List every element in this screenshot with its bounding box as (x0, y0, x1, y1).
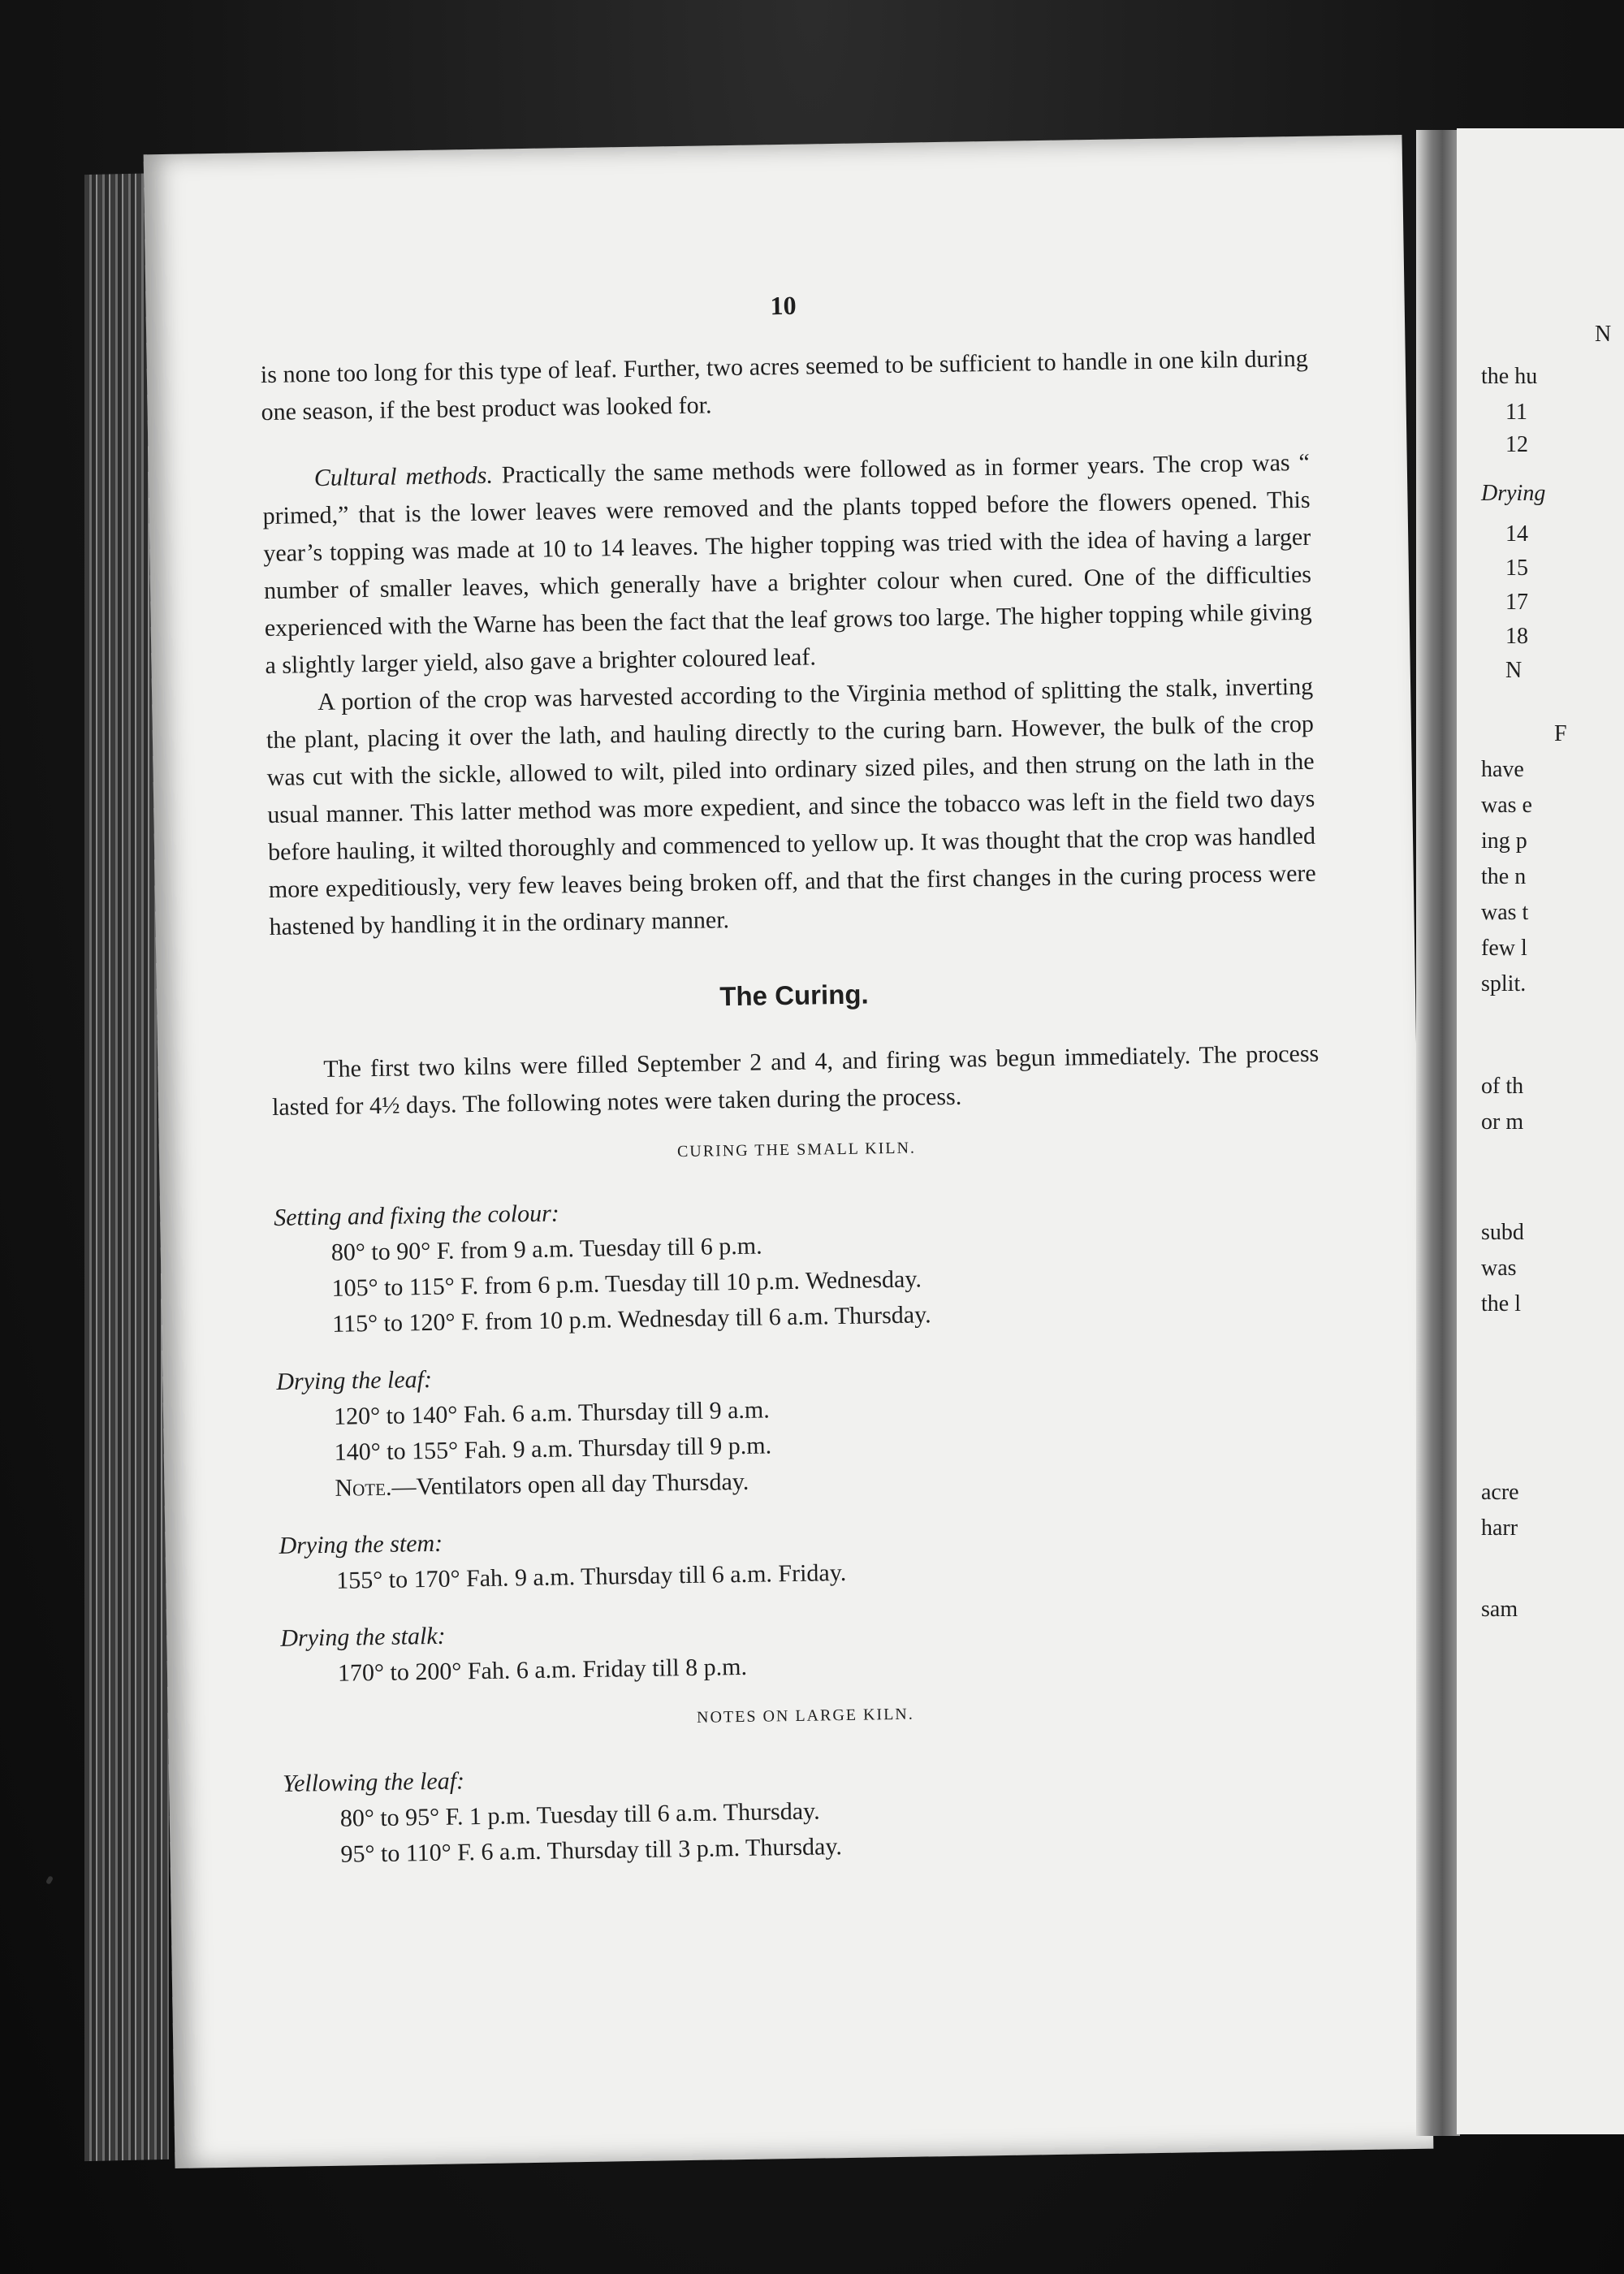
small-kiln-title: CURING THE SMALL KILN. (676, 1139, 917, 1161)
drying-stem-section (279, 1512, 1327, 1600)
right-text: the hu (1481, 364, 1538, 389)
right-text: Drying (1481, 481, 1546, 506)
right-text: was (1481, 1256, 1517, 1281)
large-kiln-title: NOTES ON LARGE KILN. (696, 1705, 914, 1727)
yellowing-line: 95° to 110° F. 6 a.m. Thursday till 3 p.m. Thursday. (340, 1833, 843, 1868)
right-text: was t (1481, 900, 1529, 925)
right-text: sam (1481, 1597, 1518, 1622)
right-text: N (1505, 658, 1522, 683)
right-text: 15 (1505, 556, 1528, 581)
drying-leaf-line: 120° to 140° Fah. 6 a.m. Thursday till 9 a.m. (333, 1396, 770, 1430)
drying-leaf-label: Drying the leaf: (276, 1365, 433, 1395)
page-content (259, 283, 1332, 1895)
paragraph-2 (262, 444, 1313, 685)
right-text: F (1554, 721, 1567, 746)
right-text: of th (1481, 1074, 1524, 1099)
setting-line: 115° to 120° F. from 10 p.m. Wednesday till 6 a.m. Thursday. (332, 1301, 931, 1338)
drying-stalk-line: 170° to 200° Fah. 6 a.m. Friday till 8 p.m. (337, 1653, 748, 1687)
note-label: Note. (335, 1473, 392, 1502)
paragraph-2-body: Practically the same methods were followed as in former years. The crop was “ primed,” that is the lower leaves were removed and the plants topped before the flowers opened. This year’s topping was made at 10 to 14 leaves. The higher topping was tried with the idea of having a larger number of smaller leaves, which generally have a brighter colour when cured. One of the difficulties experienced with the Warne has been the fact that the leaf grows too large. The higher topping while giving a slightly larger yield, also gave a brighter coloured leaf. (262, 448, 1312, 680)
right-text: subd (1481, 1220, 1524, 1245)
right-text: 17 (1505, 590, 1528, 615)
yellowing-section (283, 1750, 1332, 1874)
right-text: 14 (1505, 521, 1528, 547)
yellowing-label: Yellowing the leaf: (282, 1767, 465, 1797)
note-text: —Ventilators open all day Thursday. (391, 1468, 749, 1501)
setting-line: 80° to 90° F. from 9 a.m. Tuesday till 6 p.m. (330, 1232, 762, 1266)
drying-stalk-section (280, 1605, 1328, 1693)
setting-section (274, 1184, 1324, 1343)
right-text: or m (1481, 1109, 1524, 1135)
drying-leaf-line: 140° to 155° Fah. 9 a.m. Thursday till 9 p.m. (334, 1432, 772, 1466)
left-page (144, 135, 1434, 2168)
right-text: the l (1481, 1291, 1521, 1316)
right-text: ing p (1481, 828, 1527, 854)
drying-stem-line: 155° to 170° Fah. 9 a.m. Thursday till 6 a.m. Friday. (335, 1559, 847, 1594)
drying-stalk-label: Drying the stalk: (280, 1622, 446, 1652)
right-text: 11 (1505, 400, 1527, 425)
setting-line: 105° to 115° F. from 6 p.m. Tuesday till 10 p.m. Wednesday. (331, 1265, 922, 1302)
right-text: the n (1481, 864, 1527, 889)
page-number: 10 (770, 290, 797, 321)
yellowing-line: 80° to 95° F. 1 p.m. Tuesday till 6 a.m. Thursday. (339, 1797, 820, 1832)
right-text: was e (1481, 793, 1532, 818)
right-text: split. (1481, 971, 1527, 996)
setting-label: Setting and fixing the colour: (273, 1200, 560, 1231)
curing-intro: The first two kilns were filled September 2 and 4, and firing was begun immediately. The process lasted for 4½ days. The following notes were taken during the process. (271, 1040, 1320, 1121)
right-text: harr (1481, 1515, 1518, 1541)
paragraph-1: is none too long for this type of leaf. Further, two acres seemed to be sufficient to handle in one kiln during one season, if the best product was looked for. (260, 344, 1308, 426)
right-text: N (1595, 322, 1612, 347)
book-gutter (1416, 130, 1460, 2136)
drying-stem-label: Drying the stem: (279, 1529, 443, 1559)
paragraph-3: A portion of the crop was harvested according to the Virginia method of splitting the stalk, inverting the plant, placing it over the lath, and hauling directly to the curing barn. However, the bulk of the crop was cut with the sickle, allowed to wilt, piled into ordinary sized piles, and then strung on the lath in the usual manner. This latter method was more expedient, and since the tobacco was left in the field two days before hauling, it wilted thoroughly and commenced to yellow up. It was thought that the crop was handled more expeditiously, very few leaves being broken off, and that the first changes in the curing process were hastened by handling it in the ordinary manner. (266, 672, 1316, 941)
drying-leaf-section (276, 1348, 1326, 1507)
right-text: have (1481, 757, 1524, 782)
right-text: few l (1481, 936, 1527, 961)
right-page-fragment (1457, 128, 1624, 2134)
paragraph-2-lead: Cultural methods. (313, 461, 494, 492)
section-heading-curing: The Curing. (719, 979, 869, 1012)
right-text: 18 (1505, 624, 1528, 649)
right-text: acre (1481, 1480, 1519, 1505)
right-text: 12 (1505, 432, 1528, 457)
